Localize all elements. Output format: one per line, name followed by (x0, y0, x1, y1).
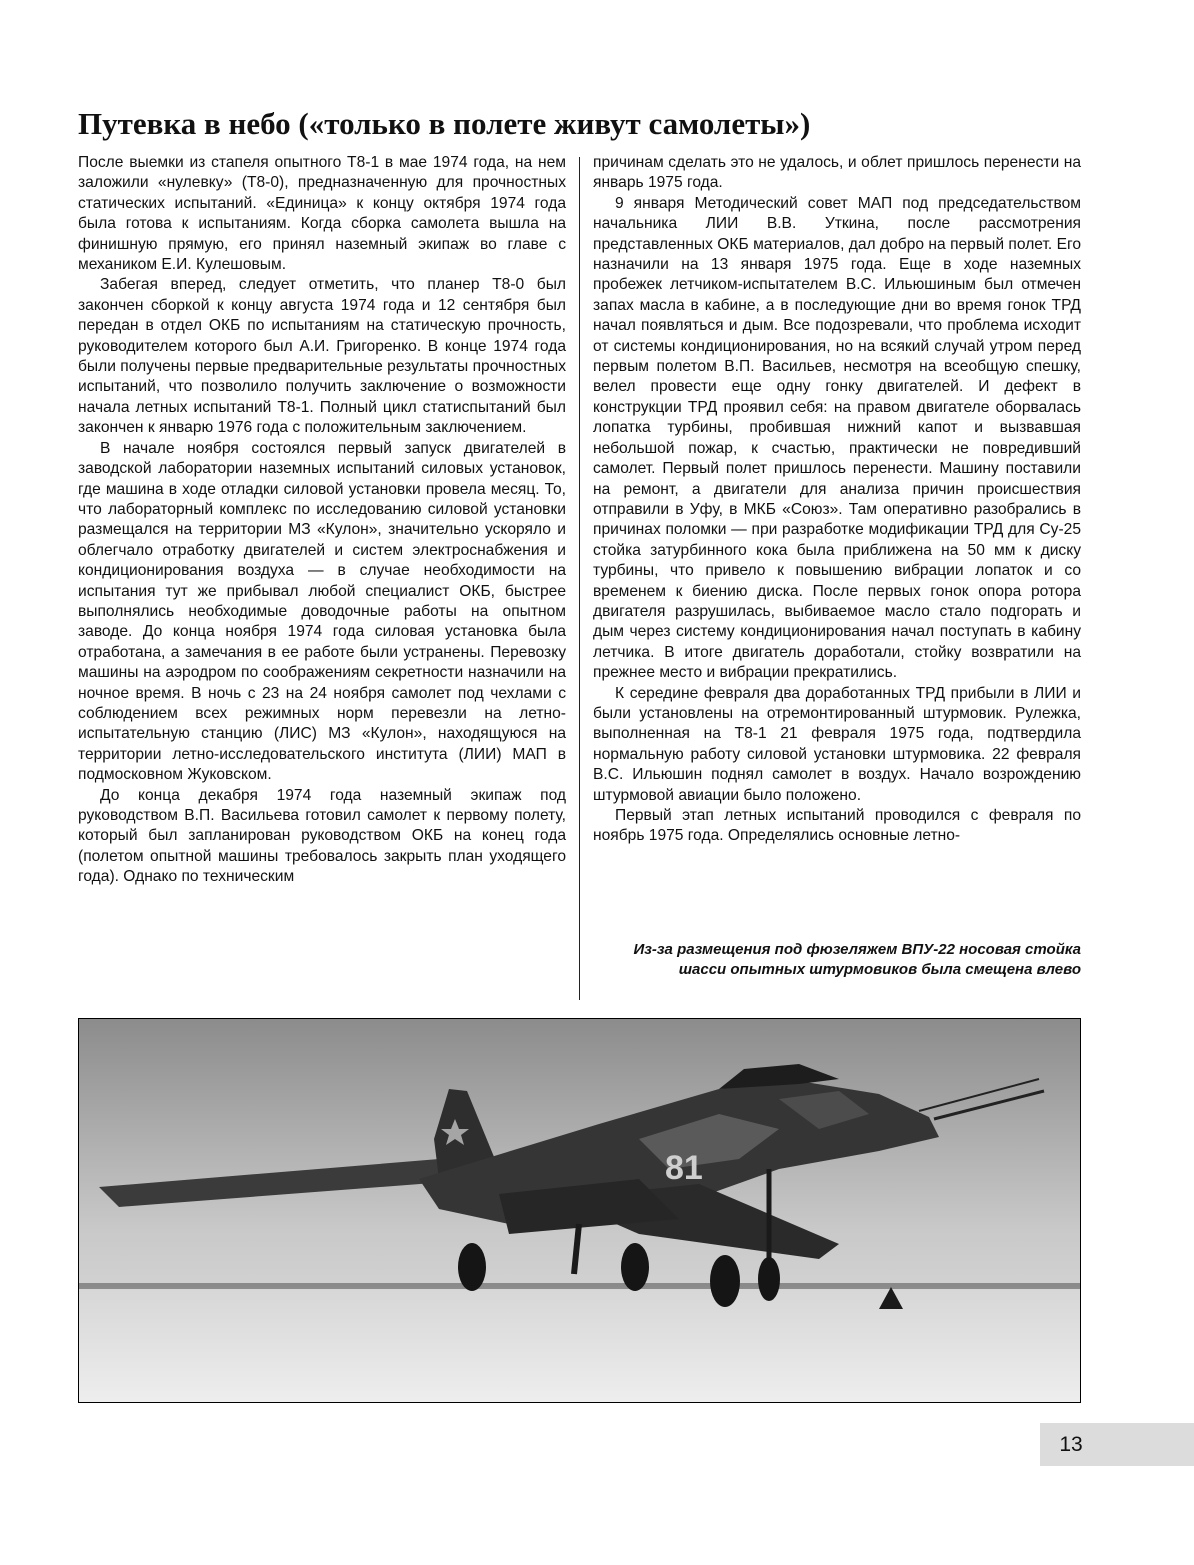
left-column (78, 153, 566, 1003)
paragraph: К середине февраля два доработанных ТРД прибыли в ЛИИ и были установлены на отремонтированный штурмовик. Рулежка, выполненная на Т8-1 21 февраля 1975 года, подтвердила нормальную работу силовой установки штурмовика. 22 февраля В.С. Ильюшин поднял самолет в воздух. Начало возрождению штурмовой авиации было положено. (593, 684, 1081, 804)
photo-caption: Из-за размещения под фюзеляжем ВПУ-22 носовая стойка шасси опытных штурмовиков была смещена влево (633, 941, 1081, 978)
aircraft-photo (78, 1018, 1081, 1403)
paragraph: После выемки из стапеля опытного Т8-1 в мае 1974 года, на нем заложили «нулевку» (Т8-0), предназначенную для прочностных статических испытаний. «Единица» к концу октября 1974 года была готова к испытаниям. Когда сборка самолета вышла на финишную прямую, его принял наземный экипаж во главе с механиком Е.И. Кулешовым. (78, 154, 566, 274)
column-divider (579, 157, 580, 1000)
paragraph: причинам сделать это не удалось, и облет пришлось перенести на январь 1975 года. (593, 154, 1081, 192)
paragraph: Забегая вперед, следует отметить, что планер Т8-0 был закончен сборкой к концу августа 1974 года и 12 сентября был передан в отдел ОКБ по испытаниям на статическую прочность, руководителем которого был А.И. Григоренко. В конце 1974 года были получены первые предварительные результаты прочностных испытаний, что позволило получить заключение о возможности начала летных испытаний Т8-1. Полный цикл статиспытаний был закончен к январю 1976 года с положительным заключением. (78, 276, 566, 437)
paragraph: До конца декабря 1974 года наземный экипаж под руководством В.П. Васильева готовил самолет к первому полету, который был запланирован руководством ОКБ на конец года (полетом опытной машины требовалось закрыть план уходящего года). Однако по техническим (78, 786, 566, 886)
page-title: Путевка в небо («только в полете живут самолеты») (78, 106, 811, 141)
page-number-box (1040, 1423, 1194, 1466)
paragraph: Первый этап летных испытаний проводился с февраля по ноябрь 1975 года. Определялись основные летно- (593, 807, 1081, 845)
paragraph: В начале ноября состоялся первый запуск двигателей в заводской лаборатории наземных испытаний силовых установок, где машина в ходе отладки силовой установки провела месяц. То, что лабораторный комплекс по исследованию силовой установки размещался на территории МЗ «Кулон», значительно ускоряло и облегчало отработку двигателей и систем электроснабжения и кондиционирования воздуха — в случае необходимости на испытания тут же прибывал любой специалист ОКБ, быстрее выполнялись необходимые доводочные работы на опытном заводе. До конца ноября 1974 года силовая установка была отработана, а замечания в ее работе были устранены. Перевозку машины на аэродром по соображениям секретности назначили на ночное время. В ночь с 23 на 24 ноября самолет под чехлами с соблюдением всех режимных норм перевезли на летно-испытательную станцию (ЛИС) МЗ «Кулон», находящуюся на территории летно-исследовательского института (ЛИИ) МАП в подмосковном Жуковском. (78, 439, 566, 784)
tail-number: 81 (665, 1149, 703, 1187)
right-column (593, 153, 1081, 913)
su-25-prototype-illustration (79, 1019, 1081, 1403)
paragraph: 9 января Методический совет МАП под председательством начальника ЛИИ В.В. Уткина, после рассмотрения представленных ОКБ материалов, дал добро на первый полет. Его назначили на 13 января 1975 года. Еще в ходе наземных пробежек летчиком-испытателем В.С. Ильюшиным был отмечен запах масла в кабине, а в последующие дни во время гонок ТРД начал появляться и дым. Все подозревали, что проблема исходит от системы кондиционирования, но на всякий случай утром перед первым полетом В.П. Васильев, несмотря на всеобщую спешку, велел провести еще одну гонку двигателей. И дефект в конструкции ТРД проявил себя: на правом двигателе оборвалась лопатка турбины, пробившая нижний капот и вызвавшая небольшой пожар, к счастью, практически не повредивший самолет. Первый полет пришлось перенести. Машину поставили на ремонт, а двигатели для анализа причин происшествия отправили в Уфу, в МКБ «Союз». Там оперативно разобрались в причинах поломки — при разработке модификации ТРД для Су-25 стойка затурбинного кока была приближена на 50 мм к диску турбины, что привело к повышению вибрации лопаток и со временем к биению диска. После первых гонок опора ротора двигателя разрушилась, выбиваемое масло стало подгорать и дым через систему кондиционирования начал поступать в кабину летчика. В итоге двигатель доработали, стойку возвратили на прежнее место и вибрации прекратились. (593, 194, 1081, 682)
page-number: 13 (1059, 1433, 1083, 1456)
